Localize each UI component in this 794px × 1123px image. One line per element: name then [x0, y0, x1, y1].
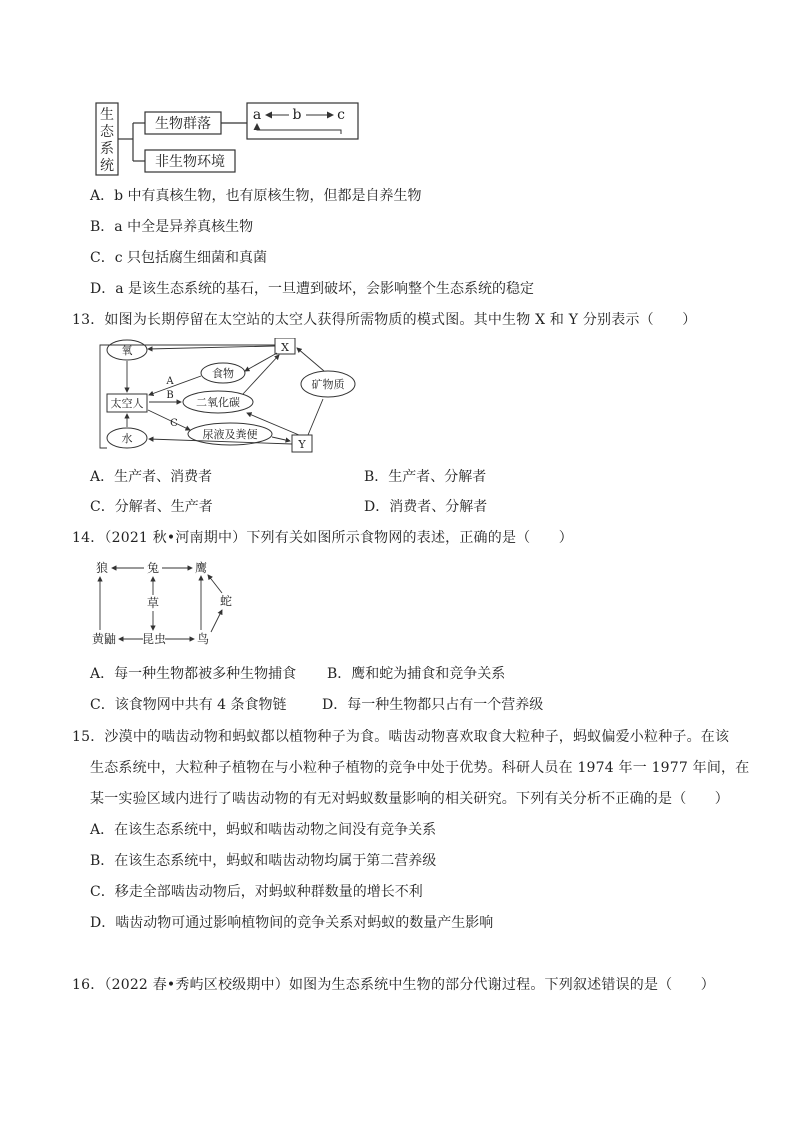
- q15-stem-line-1: 15．沙漠中的啮齿动物和蚂蚁都以植物种子为食。啮齿动物喜欢取食大粒种子，蚂蚁偏爱小粒种子。在该: [72, 729, 730, 745]
- q12-root-char-1: 生: [100, 107, 114, 123]
- q14-bird-label: 鸟: [196, 632, 210, 646]
- q13-arrow-c-label: C: [170, 418, 178, 429]
- q13-option-b: B．生产者、分解者: [364, 469, 487, 485]
- q15-option-c: C．移走全部啮齿动物后，对蚂蚁种群数量的增长不利: [90, 884, 423, 900]
- q12-option-b: B．a 中全是异养真核生物: [90, 219, 254, 235]
- q12-option-d: D．a 是该生态系统的基石，一旦遭到破坏，会影响整个生态系统的稳定: [90, 281, 535, 297]
- q13-x-label: X: [281, 341, 289, 354]
- q14-food-web-diagram: [88, 560, 238, 650]
- q15-stem-line-2: 生态系统中，大粒种子植物在与小粒种子植物的竞争中处于优势。科研人员在 1974 年一 1977 年间，在: [90, 760, 750, 776]
- q12-biotic-community: 生物群落: [155, 116, 211, 132]
- q14-snake-label: 蛇: [219, 594, 233, 608]
- q13-option-c: C．分解者、生产者: [90, 499, 213, 515]
- q13-co2-label: 二氧化碳: [196, 396, 240, 409]
- q12-ecosystem-diagram: [90, 100, 370, 180]
- q15-option-d: D．啮齿动物可通过影响植物间的竞争关系对蚂蚁的数量产生影响: [90, 915, 494, 931]
- q14-option-c: C．该食物网中共有 4 条食物链: [90, 697, 287, 713]
- q12-abiotic-environment: 非生物环境: [155, 154, 225, 170]
- q14-grass-label: 草: [146, 596, 160, 610]
- q12-option-c: C．c 只包括腐生细菌和真菌: [90, 250, 268, 266]
- q15-option-b: B．在该生态系统中，蚂蚁和啮齿动物均属于第二营养级: [90, 853, 437, 869]
- q12-option-a: A．b 中有真核生物，也有原核生物，但都是自养生物: [90, 188, 422, 204]
- q13-option-d: D．消费者、分解者: [364, 499, 488, 515]
- q13-oxygen-label: 氧: [121, 344, 133, 357]
- q13-space-station-diagram: [94, 338, 364, 460]
- q14-stem: 14．（2021 秋•河南期中）下列有关如图所示食物网的表述，正确的是（ ）: [72, 530, 573, 546]
- q13-arrow-b-label: B: [166, 390, 174, 401]
- q12-node-b: b: [292, 107, 302, 123]
- q14-wolf-label: 狼: [95, 561, 109, 575]
- q15-option-a: A．在该生态系统中，蚂蚁和啮齿动物之间没有竞争关系: [90, 822, 437, 838]
- q14-hawk-label: 鹰: [194, 561, 208, 575]
- q16-stem: 16．（2022 春•秀屿区校级期中）如图为生态系统中生物的部分代谢过程。下列叙述错误的是（ ）: [72, 977, 715, 993]
- q14-option-a: A．每一种生物都被多种生物捕食: [90, 666, 297, 682]
- q15-stem-line-3: 某一实验区域内进行了啮齿动物的有无对蚂蚁数量影响的相关研究。下列有关分析不正确的是（ ）: [90, 791, 729, 807]
- q12-node-a: a: [252, 107, 262, 123]
- q13-water-label: 水: [121, 432, 133, 445]
- q12-root-char-4: 统: [100, 158, 114, 174]
- q12-node-c: c: [337, 107, 345, 123]
- q12-root-char-3: 系: [100, 141, 114, 157]
- q13-arrow-a-label: A: [166, 376, 174, 387]
- q13-urine-label: 尿液及粪便: [202, 428, 258, 441]
- q14-option-b: B．鹰和蛇为捕食和竞争关系: [327, 666, 506, 682]
- q13-y-label: Y: [298, 438, 306, 451]
- q14-weasel-label: 黄鼬: [91, 632, 117, 646]
- q13-option-a: A．生产者、消费者: [90, 469, 213, 485]
- q13-mineral-label: 矿物质: [311, 378, 345, 391]
- q14-rabbit-label: 兔: [146, 561, 160, 575]
- q14-insect-label: 昆虫: [141, 632, 167, 646]
- q13-astronaut-label: 太空人: [110, 397, 144, 410]
- q12-root-char-2: 态: [100, 124, 114, 140]
- q14-option-d: D．每一种生物都只占有一个营养级: [322, 697, 544, 713]
- q13-food-label: 食物: [212, 367, 234, 380]
- q13-stem: 13．如图为长期停留在太空站的太空人获得所需物质的模式图。其中生物 X 和 Y 分别表示（ ）: [72, 312, 697, 328]
